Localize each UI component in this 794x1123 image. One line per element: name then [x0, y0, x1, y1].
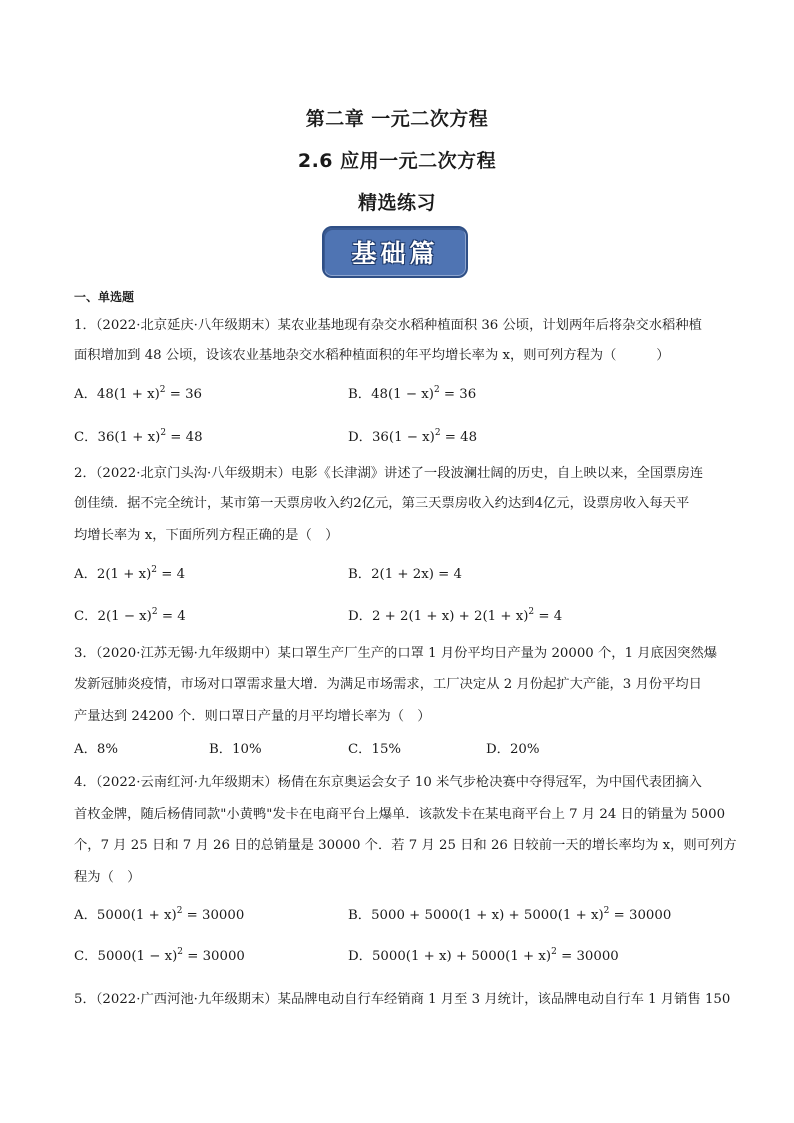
- badge-label: 基础篇: [351, 239, 439, 268]
- question-1-line-1: 1．（2022·北京延庆·八年级期末）某农业基地现有杂交水稻种植面积 36 公顷，计划两年后将杂交水稻种植: [74, 318, 702, 333]
- subtitle: 精选练习: [357, 192, 436, 214]
- question-1-line-2: 面积增加到 48 公顷，设该农业基地杂交水稻种植面积的年平均增长率为 x，则可列方程为（ ）: [74, 348, 670, 363]
- question-1-option-a: A．$48(1 + x)^2 = 36$: [74, 385, 203, 402]
- question-2-line-1: 2．（2022·北京门头沟·八年级期末）电影《长津湖》讲述了一段波澜壮阔的历史，自上映以来，全国票房连: [74, 466, 704, 481]
- question-1-option-d: D．$36(1 - x)^2 = 48$: [348, 428, 478, 445]
- question-2-line-2: 创佳绩．据不完全统计，某市第一天票房收入约2亿元，第三天票房收入约达到4亿元，设票房收入每天平: [74, 496, 690, 511]
- question-2-option-b: B．2(1 + 2x) = 4: [348, 567, 462, 582]
- question-4-option-b: B．$5000 + 5000(1 + x) + 5000(1 + x)^2 = 30000$: [348, 906, 672, 923]
- section-title: 一、单选题: [74, 290, 135, 304]
- question-1-option-c: C．$36(1 + x)^2 = 48$: [74, 428, 203, 445]
- question-4-line-2: 首枚金牌，随后杨倩同款"小黄鸭"发卡在电商平台上爆单．该款发卡在某电商平台上 7 月 24 日的销量为 5000: [74, 807, 726, 822]
- question-5-line-1: 5．（2022·广西河池·九年级期末）某品牌电动自行车经销商 1 月至 3 月统计，该品牌电动自行车 1 月销售 150: [74, 992, 731, 1007]
- question-2-option-c: C．$2(1 - x)^2 = 4$: [74, 607, 186, 624]
- chapter-title: 第二章 一元二次方程: [305, 108, 489, 130]
- question-2-line-3: 均增长率为 x，下面所列方程正确的是（ ）: [74, 528, 339, 543]
- question-3-option-c: C．15%: [348, 742, 402, 757]
- question-3-line-3: 产量达到 24200 个．则口罩日产量的月平均增长率为（ ）: [74, 709, 431, 724]
- question-3-line-2: 发新冠肺炎疫情，市场对口罩需求量大增．为满足市场需求，工厂决定从 2 月份起扩大产能，3 月份平均日: [74, 677, 702, 692]
- question-3-line-1: 3．（2020·江苏无锡·九年级期中）某口罩生产厂生产的口罩 1 月份平均日产量为 20000 个，1 月底因突然爆: [74, 646, 718, 661]
- level-badge: [322, 226, 468, 278]
- question-4-option-a: A．$5000(1 + x)^2 = 30000$: [74, 906, 245, 923]
- question-3-option-b: B．10%: [209, 742, 262, 757]
- question-2-option-d: D．$2 + 2(1 + x) + 2(1 + x)^2 = 4$: [348, 607, 563, 624]
- question-4-line-1: 4．（2022·云南红河·九年级期末）杨倩在东京奥运会女子 10 米气步枪决赛中夺得冠军，为中国代表团摘入: [74, 775, 702, 790]
- question-4-line-3: 个，7 月 25 日和 7 月 26 日的总销量是 30000 个．若 7 月 25 日和 26 日较前一天的增长率均为 x，则可列方: [74, 838, 737, 853]
- question-1-option-b: B．$48(1 - x)^2 = 36$: [348, 385, 477, 402]
- question-3-option-a: A．8%: [74, 742, 119, 757]
- question-2-option-a: A．$2(1 + x)^2 = 4$: [74, 565, 186, 582]
- lesson-title: 2.6 应用一元二次方程: [297, 150, 497, 172]
- question-4-option-d: D．$5000(1 + x) + 5000(1 + x)^2 = 30000$: [348, 947, 619, 964]
- question-4-line-4: 程为（ ）: [74, 870, 141, 885]
- question-4-option-c: C．$5000(1 - x)^2 = 30000$: [74, 947, 245, 964]
- question-3-option-d: D．20%: [486, 742, 540, 757]
